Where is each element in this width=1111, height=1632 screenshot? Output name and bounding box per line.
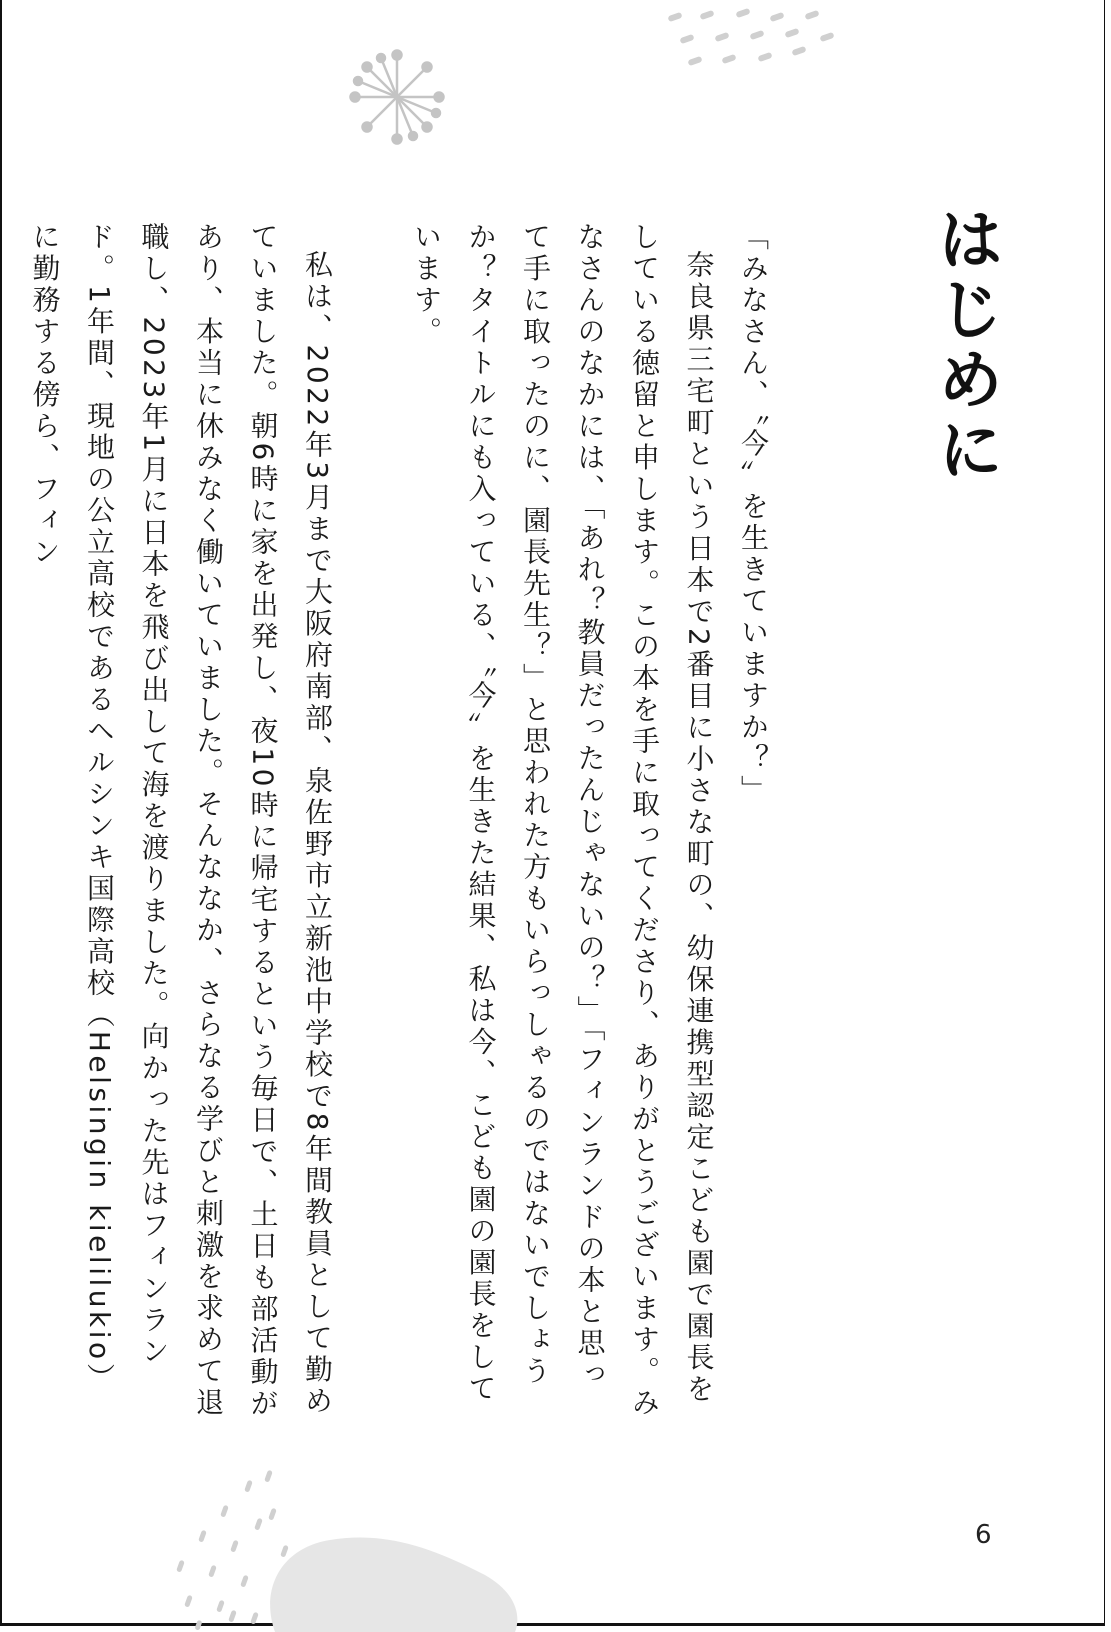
- paragraph-opening-question: 「みなさん、〝今〟を生きていますか？」: [737, 222, 770, 807]
- page-number: 6: [975, 1520, 992, 1550]
- bottom-blob-shape: [270, 1538, 517, 1632]
- top-dash-pattern: [667, 8, 834, 66]
- chapter-title: はじめに: [926, 205, 1004, 485]
- paragraph-spacer: [344, 222, 399, 1422]
- snowflake-icon: [351, 51, 444, 144]
- paragraph-background: 私は、2022年3月まで大阪府南部、泉佐野市立新池中学校で8年間教員として勤めていました。朝6時に家を出発し、夜10時に帰宅するという毎日で、土日も部活動があり、本当に休みなく働いていました。そんななか、さらなる学びと刺激を求めて退職し、2023年1月に日本を飛び出して海を渡りました。向かった先はフィンランド。1年間、現地の公立高校であるヘルシンキ国際高校（Helsingin kielilukio）に勤務する傍ら、フィン: [28, 222, 334, 1420]
- body-text: [28, 222, 780, 1422]
- paragraph-introduction: 奈良県三宅町という日本で2番目に小さな町の、幼保連携型認定こども園で園長をしている徳留と申します。この本を手に取ってくださり、ありがとうございます。みなさんのなかには、「あれ？教員だったんじゃないの？」「フィンランドの本と思って手に取ったのに、園長先生？」と思われた方もいらっしゃるのではないでしょうか？タイトルにも入っている、〝今〟を生きた結果、私は今、こども園の園長をしています。: [410, 222, 716, 1419]
